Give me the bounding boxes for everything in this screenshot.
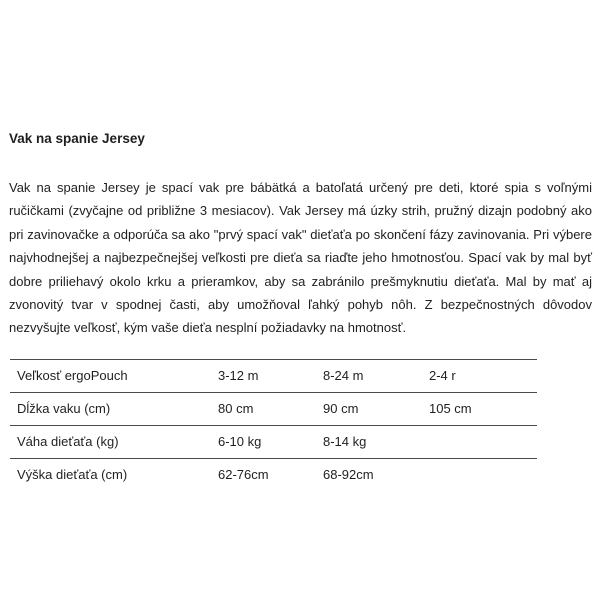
row-header-velkost: Veľkosť ergoPouch [17,368,128,384]
product-description: Vak na spanie Jersey je spací vak pre bábätká a batoľatá určený pre deti, ktoré spia s voľnými ručičkami (zvyčajne od približne 3 mesiacov). Vak Jersey má úzky strih, pružný dizajn podobný ako pri zavinovačke a odporúča sa ako "prvý spací vak" dieťaťa po skončení fázy zavinovania. Pri výbere najvhodnejšej a najbezpečnejšej veľkosti pre dieťa sa riaďte jeho hmotnosťou. Spací vak by mal byť dobre priliehavý okolo krku a prieramkov, aby sa zabránilo prešmyknutiu dieťaťa. Mal by mať aj zvonovitý tvar v spodnej časti, aby umožňoval ľahký pohyb nôh. Z bezpečnostných dôvodov nezvyšujte veľkosť, kým vaše dieťa nesplní požiadavky na hmotnosť. [9,180,592,336]
page-title: Vak na spanie Jersey [9,131,145,146]
row-header-vyska-dietata: Výška dieťaťa (cm) [17,467,128,483]
row-header-dlzka-vaku: Dĺžka vaku (cm) [17,401,111,417]
table-cell: 3-12 m [218,368,259,384]
table-row [10,392,537,425]
size-table [10,359,537,491]
table-cell: 8-24 m [323,368,364,384]
table-cell: 6-10 kg [218,434,262,450]
table-row [10,359,537,392]
row-header-vaha-dietata: Váha dieťaťa (kg) [17,434,119,450]
table-cell: 80 cm [218,401,254,417]
table-cell: 90 cm [323,401,359,417]
table-cell: 62-76cm [218,467,269,483]
table-cell: 2-4 r [429,368,456,384]
table-cell: 105 cm [429,401,472,417]
table-cell: 68-92cm [323,467,374,483]
table-cell: 8-14 kg [323,434,367,450]
table-row [10,458,537,491]
table-row [10,425,537,458]
